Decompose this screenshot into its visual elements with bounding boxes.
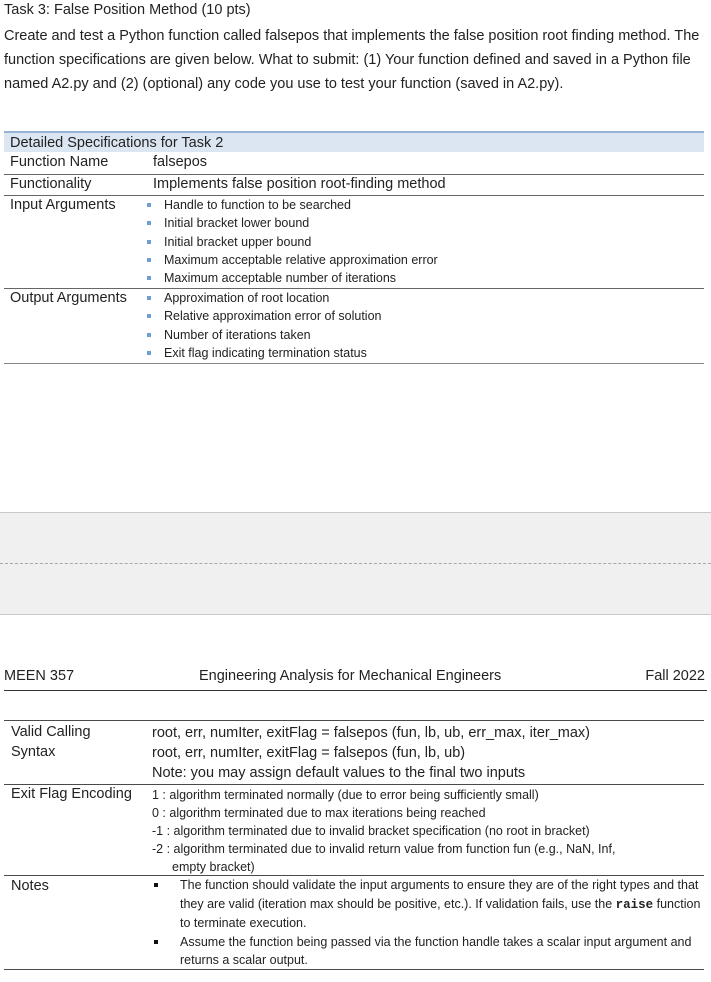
bullet-icon	[154, 883, 158, 887]
valid-calling-label: Valid Calling	[11, 724, 91, 740]
exit-flag-list	[152, 786, 615, 876]
raise-keyword: raise	[615, 897, 654, 912]
input-arguments-label: Input Arguments	[10, 197, 116, 213]
list-item: Initial bracket lower bound	[144, 214, 438, 232]
list-item: Maximum acceptable relative approximation error	[144, 251, 438, 269]
functionality-label: Functionality	[10, 176, 92, 192]
bullet-icon	[147, 314, 151, 318]
table-bottom-border	[4, 363, 704, 364]
list-item: Number of iterations taken	[144, 326, 381, 344]
function-name-label: Function Name	[10, 154, 109, 170]
syntax-label: Syntax	[11, 744, 56, 760]
list-item: The function should validate the input arguments to ensure they are of the right types and that they are valid (iteration max should be positive, etc.). If validation fails, use the raise function to terminate execution.	[150, 876, 702, 933]
exit-flag-label: Exit Flag Encoding	[11, 786, 132, 802]
notes-label: Notes	[11, 878, 49, 894]
page-break-divider	[0, 563, 711, 564]
exit-flag-item: -2 : algorithm terminated due to invalid return value from function fun (e.g., NaN, Inf,	[152, 842, 616, 856]
exit-flag-item: 1 : algorithm terminated normally (due to error being sufficiently small)	[152, 788, 539, 802]
page-break	[0, 512, 711, 615]
bullet-icon	[147, 203, 151, 207]
output-arguments-list	[144, 289, 381, 362]
list-item: Relative approximation error of solution	[144, 307, 381, 325]
list-item: Maximum acceptable number of iterations	[144, 269, 438, 287]
bullet-icon	[154, 940, 158, 944]
list-item: Handle to function to be searched	[144, 196, 438, 214]
bullet-icon	[147, 258, 151, 262]
bullet-icon	[147, 333, 151, 337]
exit-flag-item-continued: empty bracket)	[172, 860, 255, 874]
bullet-icon	[147, 276, 151, 280]
input-arguments-list	[144, 196, 438, 287]
exit-flag-item: 0 : algorithm terminated due to max iterations being reached	[152, 806, 486, 820]
page-header	[0, 668, 711, 688]
bullet-icon	[147, 351, 151, 355]
bullet-icon	[147, 221, 151, 225]
bullet-icon	[147, 296, 151, 300]
row-divider	[4, 784, 704, 785]
row-divider	[4, 174, 704, 175]
table-bottom-border	[4, 969, 704, 970]
output-arguments-label: Output Arguments	[10, 290, 127, 306]
semester: Fall 2022	[645, 668, 705, 684]
notes-list	[150, 876, 702, 970]
spec-table-caption: Detailed Specifications for Task 2	[4, 131, 704, 152]
syntax-line: root, err, numIter, exitFlag = falsepos (fun, lb, ub)	[152, 745, 466, 761]
course-code: MEEN 357	[4, 668, 75, 684]
list-item: Exit flag indicating termination status	[144, 344, 381, 362]
course-title: Engineering Analysis for Mechanical Engineers	[199, 668, 502, 684]
header-rule	[4, 690, 707, 691]
function-name-value: falsepos	[153, 154, 208, 170]
list-item: Initial bracket upper bound	[144, 233, 438, 251]
table-top-border	[4, 720, 704, 721]
list-item: Approximation of root location	[144, 289, 381, 307]
bullet-icon	[147, 240, 151, 244]
list-item: Assume the function being passed via the function handle takes a scalar input argument and returns a scalar output.	[150, 933, 702, 970]
task-title: Task 3: False Position Method (10 pts)	[4, 2, 251, 18]
task-description: Create and test a Python function called falsepos that implements the false position root finding method. The function specifications are given below. What to submit: (1) Your function defined and saved in a Python file named A2.py and (2) (optional) any code you use to test your function (saved in A2.py).	[4, 28, 700, 92]
exit-flag-item: -1 : algorithm terminated due to invalid bracket specification (no root in bracket)	[152, 824, 590, 838]
functionality-value: Implements false position root-finding method	[153, 176, 446, 192]
syntax-note: Note: you may assign default values to the final two inputs	[152, 765, 526, 781]
syntax-line: root, err, numIter, exitFlag = falsepos (fun, lb, ub, err_max, iter_max)	[152, 725, 591, 741]
